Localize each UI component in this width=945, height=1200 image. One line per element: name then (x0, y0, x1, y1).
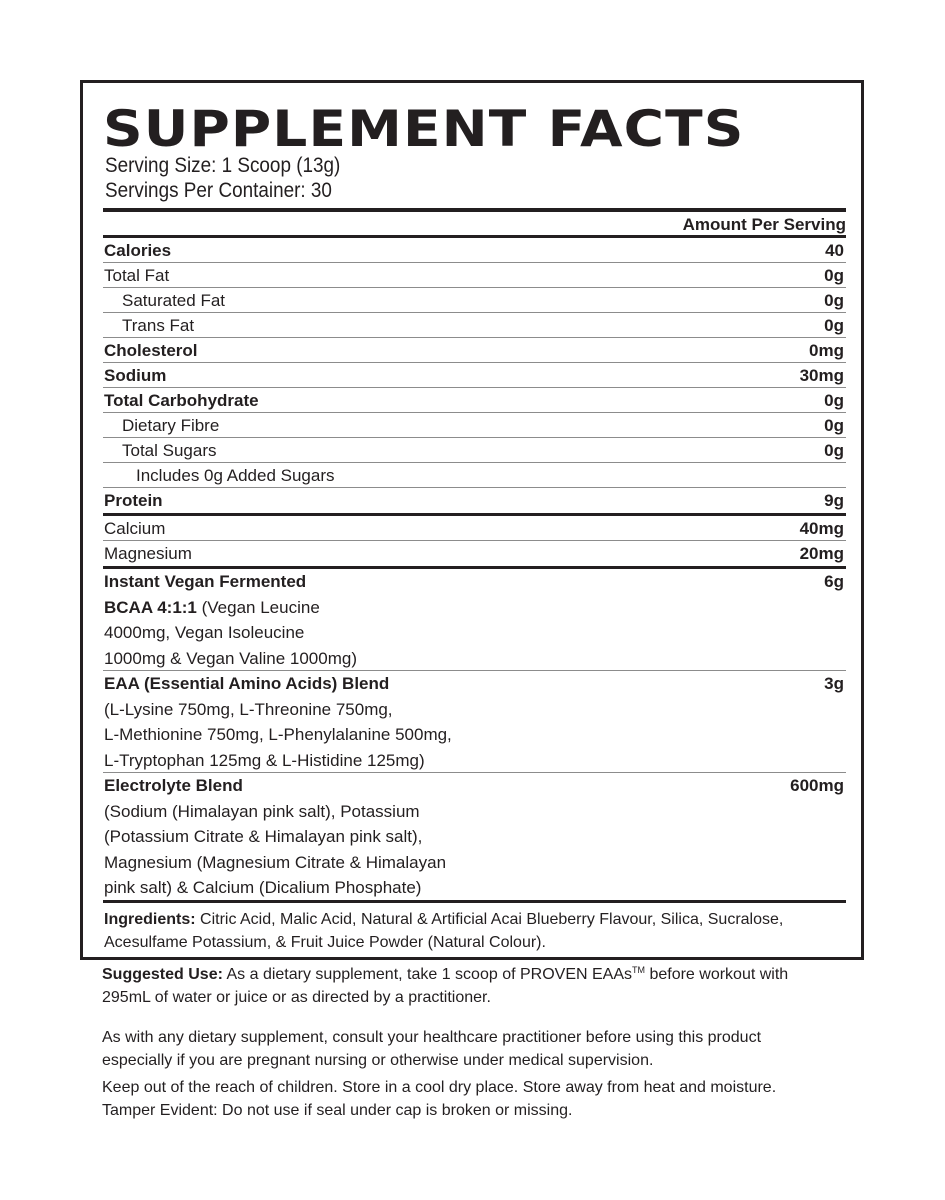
ingredients-text: Acesulfame Potassium, & Fruit Juice Powder (Natural Colour). (104, 934, 546, 951)
blend-line: 4000mg, Vegan Isoleucine (104, 623, 305, 642)
blend-value: 600mg (790, 776, 844, 795)
nutrient-row-added-sugars (103, 463, 846, 488)
suggested-use-text: As a dietary supplement, take 1 scoop of PROVEN EAAs (222, 966, 633, 983)
blend-title: Instant Vegan Fermented (104, 572, 307, 591)
suggested-use-label: Suggested Use: (102, 966, 223, 983)
nutrient-row-magnesium (103, 541, 846, 566)
nutrient-value: 0g (824, 441, 844, 460)
ingredients (104, 908, 844, 954)
nutrient-row-dietary-fibre (103, 413, 846, 438)
nutrient-row-cholesterol (103, 338, 846, 363)
blend-eaa (103, 671, 846, 773)
blend-bcaa (103, 569, 846, 671)
suggested-use-text: before workout with (645, 966, 789, 983)
blend-value: 3g (824, 674, 844, 693)
panel-title: SUPPLEMENT FACTS (103, 100, 745, 158)
nutrient-value: 20mg (799, 544, 844, 563)
nutrient-label: Sodium (104, 366, 167, 385)
nutrient-label: Magnesium (104, 544, 192, 563)
amount-header (103, 212, 846, 236)
nutrient-value: 40 (825, 241, 844, 260)
nutrient-row-total-fat (103, 263, 846, 288)
blend-line: (Potassium Citrate & Himalayan pink salt), (104, 827, 423, 846)
nutrient-value: 40mg (799, 519, 844, 538)
nutrient-row-protein (103, 488, 846, 513)
nutrient-value: 0g (824, 391, 844, 410)
nutrient-label: Includes 0g Added Sugars (136, 466, 335, 485)
trademark-mark: TM (632, 965, 646, 975)
amount-per-serving-label: Amount Per Serving (682, 215, 846, 234)
storage-line: Tamper Evident: Do not use if seal under cap is broken or missing. (102, 1102, 573, 1119)
blend-line: L-Tryptophan 125mg & L-Histidine 125mg) (104, 750, 425, 770)
nutrient-label: Saturated Fat (122, 291, 226, 310)
warning-line: As with any dietary supplement, consult your healthcare practitioner before using this product (102, 1029, 762, 1046)
suggested-use-text: 295mL of water or juice or as directed by a practitioner. (102, 989, 491, 1006)
blend-line: (L-Lysine 750mg, L-Threonine 750mg, (104, 699, 393, 719)
nutrient-value: 0g (824, 266, 844, 285)
supplement-facts-panel (80, 80, 864, 960)
nutrient-value: 0g (824, 416, 844, 435)
nutrient-row-total-sugars (103, 438, 846, 463)
blend-line: BCAA 4:1:1 (Vegan Leucine (104, 597, 320, 617)
nutrient-value: 9g (824, 491, 844, 510)
serving-size: Serving Size: 1 Scoop (13g) (105, 154, 341, 177)
blend-line: Magnesium (Magnesium Citrate & Himalayan (104, 852, 447, 872)
nutrient-label: Total Fat (104, 266, 170, 285)
nutrient-row-saturated-fat (103, 288, 846, 313)
blend-line: pink salt) & Calcium (Dicalium Phosphate) (104, 878, 422, 897)
suggested-use (102, 963, 862, 1009)
nutrient-label: Total Sugars (122, 441, 217, 460)
nutrient-row-total-carbohydrate (103, 388, 846, 413)
nutrient-label: Calories (104, 241, 172, 260)
blend-line: L-Methionine 750mg, L-Phenylalanine 500mg, (104, 725, 452, 744)
nutrient-row-trans-fat (103, 313, 846, 338)
nutrient-value: 0mg (809, 341, 844, 360)
blend-electrolyte (103, 773, 846, 899)
nutrient-value: 30mg (799, 366, 844, 385)
ingredients-label: Ingredients: (104, 911, 196, 928)
nutrient-label: Calcium (104, 519, 166, 538)
servings-per-container: Servings Per Container: 30 (105, 179, 332, 202)
nutrient-label: Total Carbohydrate (104, 391, 259, 410)
nutrient-value: 0g (824, 291, 844, 310)
nutrient-row-sodium (103, 363, 846, 388)
warning-text (102, 1026, 862, 1072)
blend-line: 1000mg & Vegan Valine 1000mg) (104, 648, 357, 668)
thick-rule-bottom (103, 900, 846, 903)
warning-line: especially if you are pregnant nursing or otherwise under medical supervision. (102, 1052, 654, 1069)
storage-line: Keep out of the reach of children. Store in a cool dry place. Store away from heat and moisture. (102, 1079, 777, 1096)
ingredients-text: Citric Acid, Malic Acid, Natural & Artificial Acai Blueberry Flavour, Silica, Sucralose, (195, 911, 784, 928)
nutrient-label: Cholesterol (104, 341, 198, 360)
nutrient-row-calcium (103, 516, 846, 541)
nutrient-label: Dietary Fibre (122, 416, 220, 435)
nutrient-label: Trans Fat (122, 316, 195, 335)
blend-title: EAA (Essential Amino Acids) Blend (104, 674, 390, 693)
blend-title: Electrolyte Blend (104, 776, 243, 795)
nutrient-row-calories (103, 238, 846, 263)
blend-value: 6g (824, 572, 844, 591)
nutrient-value: 0g (824, 316, 844, 335)
nutrient-label: Protein (104, 491, 163, 510)
storage-text (102, 1076, 862, 1122)
blend-line: (Sodium (Himalayan pink salt), Potassium (104, 801, 420, 821)
